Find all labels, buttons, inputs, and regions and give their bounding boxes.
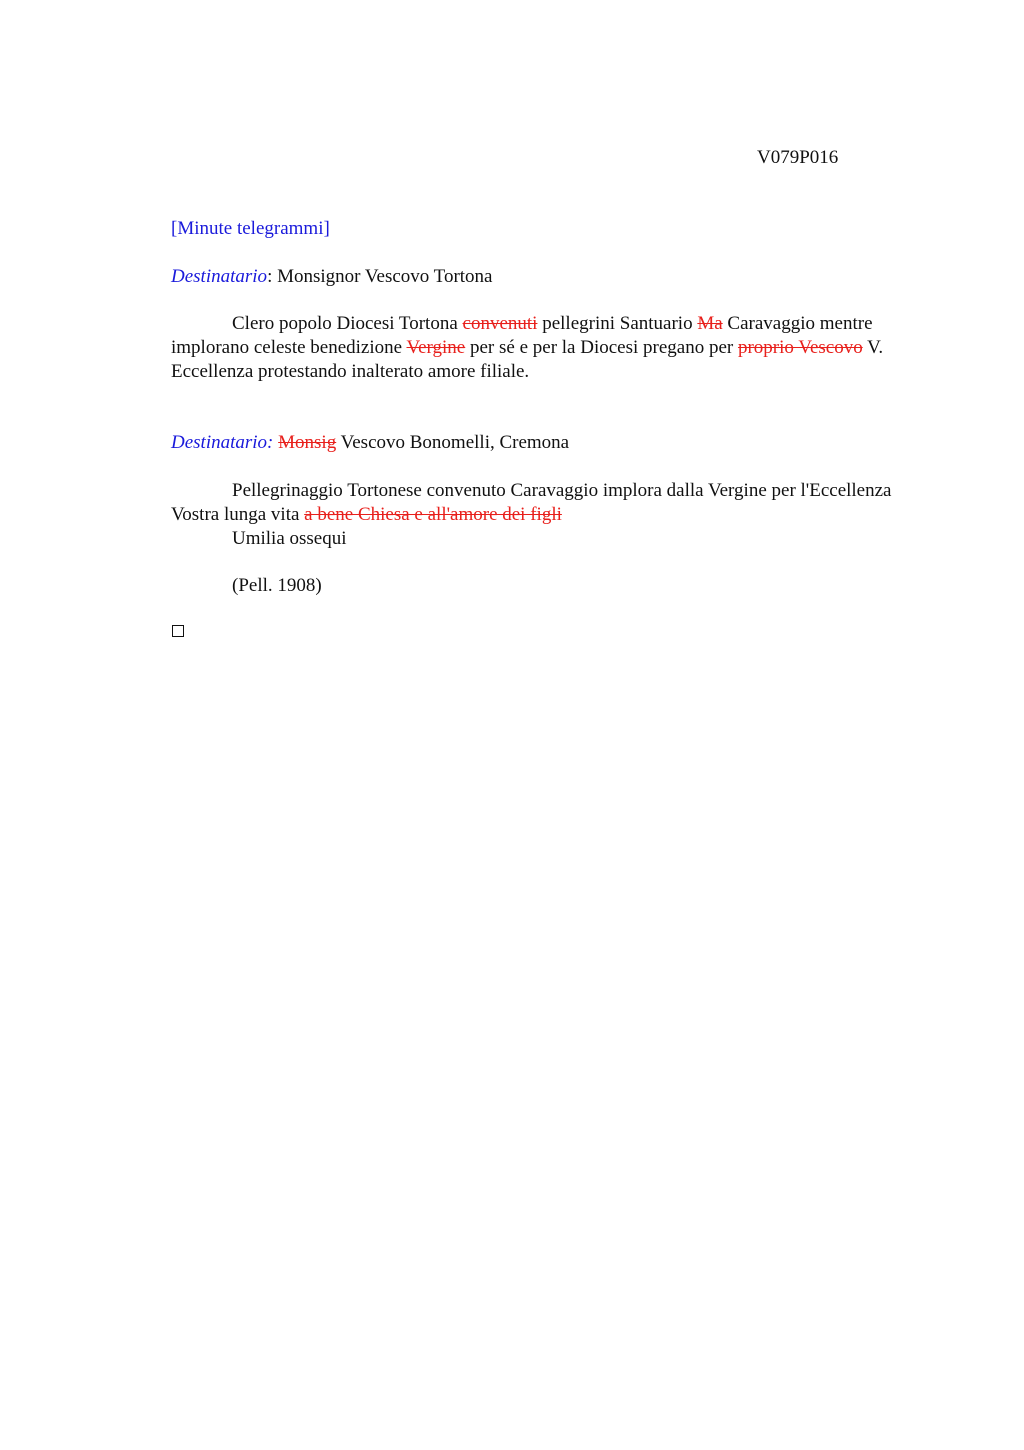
telegram1-deleted-3: Vergine — [406, 337, 466, 358]
telegram2-text-1: Pellegrinaggio Tortonese convenuto Caravaggio implora dalla Vergine per l'Eccellenza Vostra lunga vita — [171, 480, 892, 525]
telegram2-recipient: Vescovo Bonomelli, Cremona — [336, 432, 570, 453]
checkbox-square-icon — [172, 625, 184, 637]
telegram1-deleted-1: convenuti — [462, 313, 538, 334]
telegram2-body — [171, 479, 931, 527]
telegram1-deleted-4: proprio Vescovo — [737, 337, 863, 358]
telegram1-deleted-2: Ma — [697, 313, 723, 334]
telegram1-text-2: pellegrini Santuario — [537, 313, 698, 334]
telegram1-recipient-label: Destinatario — [171, 266, 268, 287]
telegram1-body — [171, 312, 931, 384]
telegram2-deleted-1: a bene Chiesa e all'amore dei figli — [304, 504, 562, 525]
telegram2-note: (Pell. 1908) — [232, 575, 322, 596]
telegram1-recipient-line — [171, 265, 931, 289]
telegram1-text-5: V. Eccellenza protestando inalterato amore filiale. — [171, 337, 884, 382]
telegram2-closing: Umilia ossequi — [232, 528, 347, 549]
telegram1-recipient: Monsignor Vescovo Tortona — [277, 266, 493, 287]
section-title: [Minute telegrammi] — [171, 218, 330, 239]
telegram1-text-3: Caravaggio mentre implorano celeste benedizione — [171, 313, 873, 358]
telegram2-recipient-line — [171, 431, 931, 455]
telegram2-recipient-deleted: Monsig — [278, 432, 337, 453]
telegram1-recipient-sep: : — [267, 266, 273, 287]
telegram1-text-4: per sé e per la Diocesi pregano per — [465, 337, 738, 358]
telegram2-recipient-label: Destinatario: — [171, 432, 274, 453]
telegram1-text-1: Clero popolo Diocesi Tortona — [232, 313, 463, 334]
page-code: V079P016 — [757, 147, 839, 168]
